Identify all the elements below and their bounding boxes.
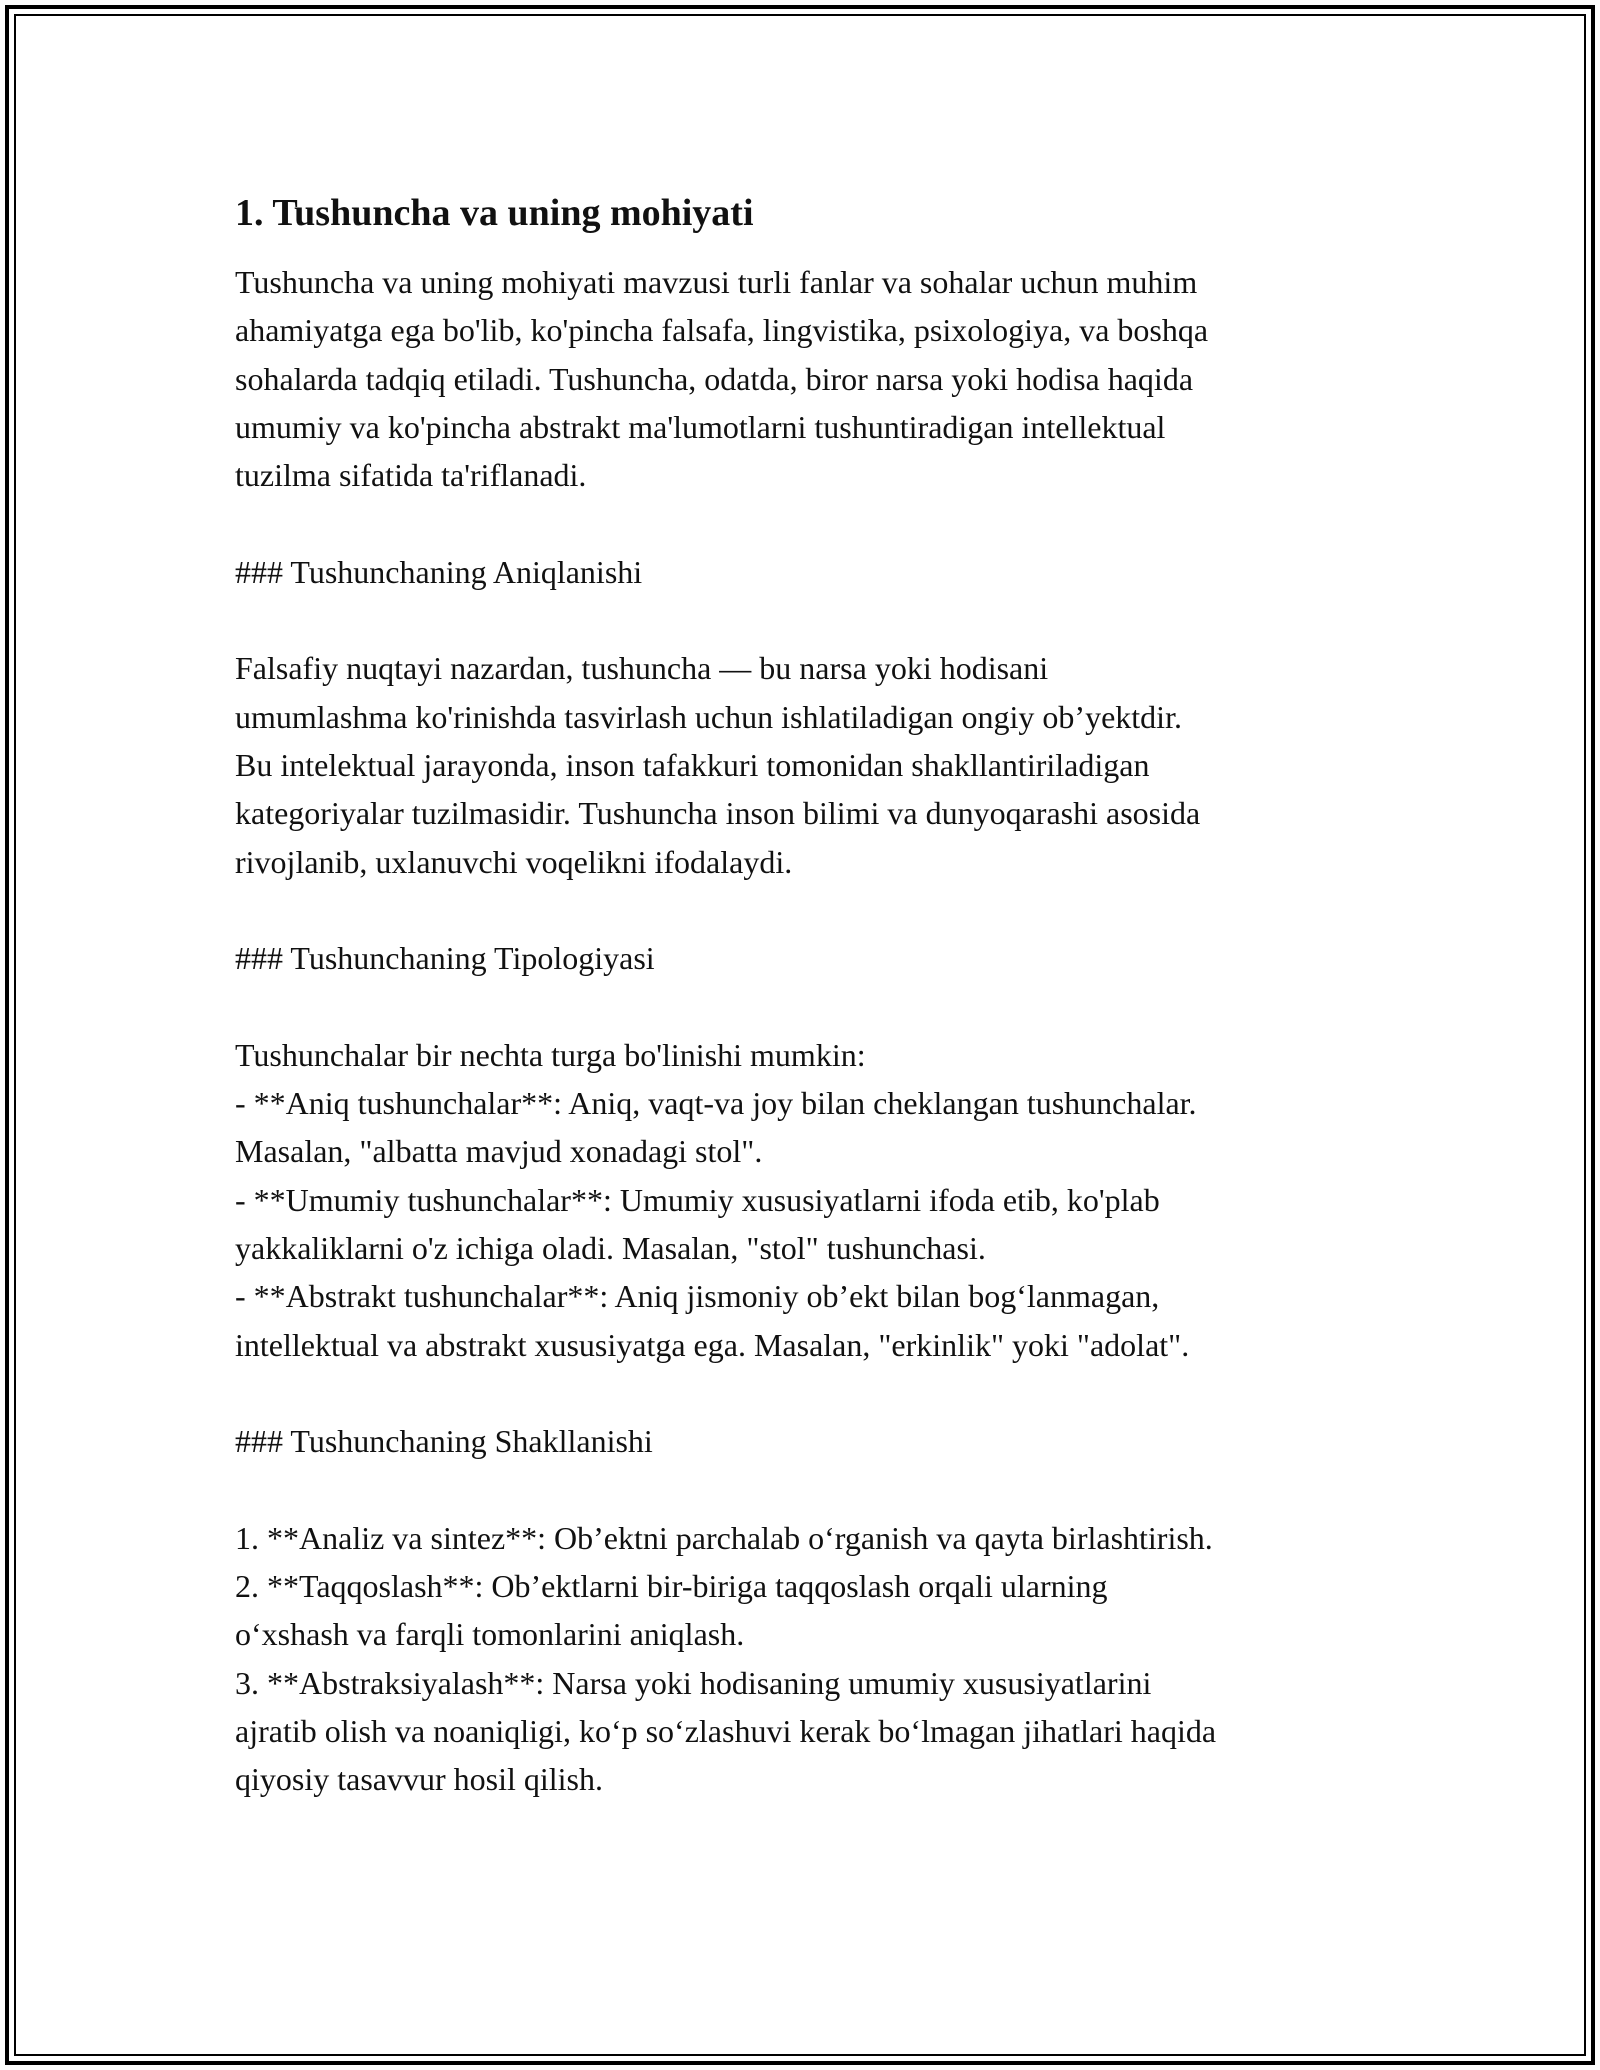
text-line: intellektual va abstrakt xususiyatga ega. Masalan, "erkinlik" yoki "adolat". [235, 1326, 1190, 1363]
blank-line [235, 1369, 1385, 1417]
text-line: kategoriyalar tuzilmasidir. Tushuncha inson bilimi va dunyoqarashi asosida [235, 795, 1201, 832]
section-heading: ### Tushunchaning Aniqlanishi [235, 553, 643, 590]
text-line: Masalan, "albatta mavjud xonadagi stol". [235, 1133, 763, 1170]
document-title: 1. Tushuncha va uning mohiyati [235, 192, 754, 234]
text-line: o‘xshash va farqli tomonlarini aniqlash. [235, 1616, 745, 1653]
intro-paragraph [235, 258, 1385, 499]
list-item: - **Aniq tushunchalar**: Aniq, vaqt-va joy bilan cheklangan tushunchalar. [235, 1085, 1197, 1122]
section-heading: ### Tushunchaning Shakllanishi [235, 1423, 653, 1460]
text-line: rivojlanib, uxlanuvchi voqelikni ifodalaydi. [235, 843, 793, 880]
blank-line [235, 499, 1385, 547]
text-line: umumiy va ko'pincha abstrakt ma'lumotlarni tushuntiradigan intellektual [235, 408, 1166, 445]
text-line: ahamiyatga ega bo'lib, ko'pincha falsafa, lingvistika, psixologiya, va boshqa [235, 312, 1209, 349]
blank-line [235, 596, 1385, 644]
list-item: - **Umumiy tushunchalar**: Umumiy xususiyatlarni ifoda etib, ko'plab [235, 1181, 1160, 1218]
text-line: ajratib olish va noaniqligi, ko‘p so‘zlashuvi kerak bo‘lmagan jihatlari haqida [235, 1712, 1217, 1749]
section-shakllanishi-list [235, 1514, 1385, 1804]
list-item: - **Abstrakt tushunchalar**: Aniq jismoniy ob’ekt bilan bog‘lanmagan, [235, 1278, 1160, 1315]
text-line: Tushuncha va uning mohiyati mavzusi turli fanlar va sohalar uchun muhim [235, 264, 1198, 300]
text-line: qiyosiy tasavvur hosil qilish. [235, 1761, 603, 1798]
document-page [235, 186, 1385, 1804]
blank-line [235, 1465, 1385, 1513]
text-line: umumlashma ko'rinishda tasvirlash uchun ishlatiladigan ongiy ob’yektdir. [235, 698, 1182, 735]
text-line: Bu intelektual jarayonda, inson tafakkuri tomonidan shakllantiriladigan [235, 746, 1150, 783]
text-line: Tushunchalar bir nechta turga bo'linishi mumkin: [235, 1036, 866, 1073]
list-item: 1. **Analiz va sintez**: Ob’ektni parchalab o‘rganish va qayta birlashtirish. [235, 1519, 1213, 1556]
text-line: yakkaliklarni o'z ichiga oladi. Masalan, "stol" tushunchasi. [235, 1229, 986, 1266]
text-line: Falsafiy nuqtayi nazardan, tushuncha — bu narsa yoki hodisani [235, 650, 1049, 687]
list-item: 2. **Taqqoslash**: Ob’ektlarni bir-biriga taqqoslash orqali ularning [235, 1568, 1108, 1605]
list-item: 3. **Abstraksiyalash**: Narsa yoki hodisaning umumiy xususiyatlarini [235, 1664, 1152, 1701]
text-line: sohalarda tadqiq etiladi. Tushuncha, odatda, biror narsa yoki hodisa haqida [235, 360, 1194, 397]
section-tipologiyasi-paragraph [235, 1031, 1385, 1369]
blank-line [235, 982, 1385, 1030]
section-heading: ### Tushunchaning Tipologiyasi [235, 940, 655, 977]
text-line: tuzilma sifatida ta'riflanadi. [235, 457, 587, 494]
blank-line [235, 886, 1385, 934]
section-aniqlanishi-paragraph [235, 644, 1385, 885]
